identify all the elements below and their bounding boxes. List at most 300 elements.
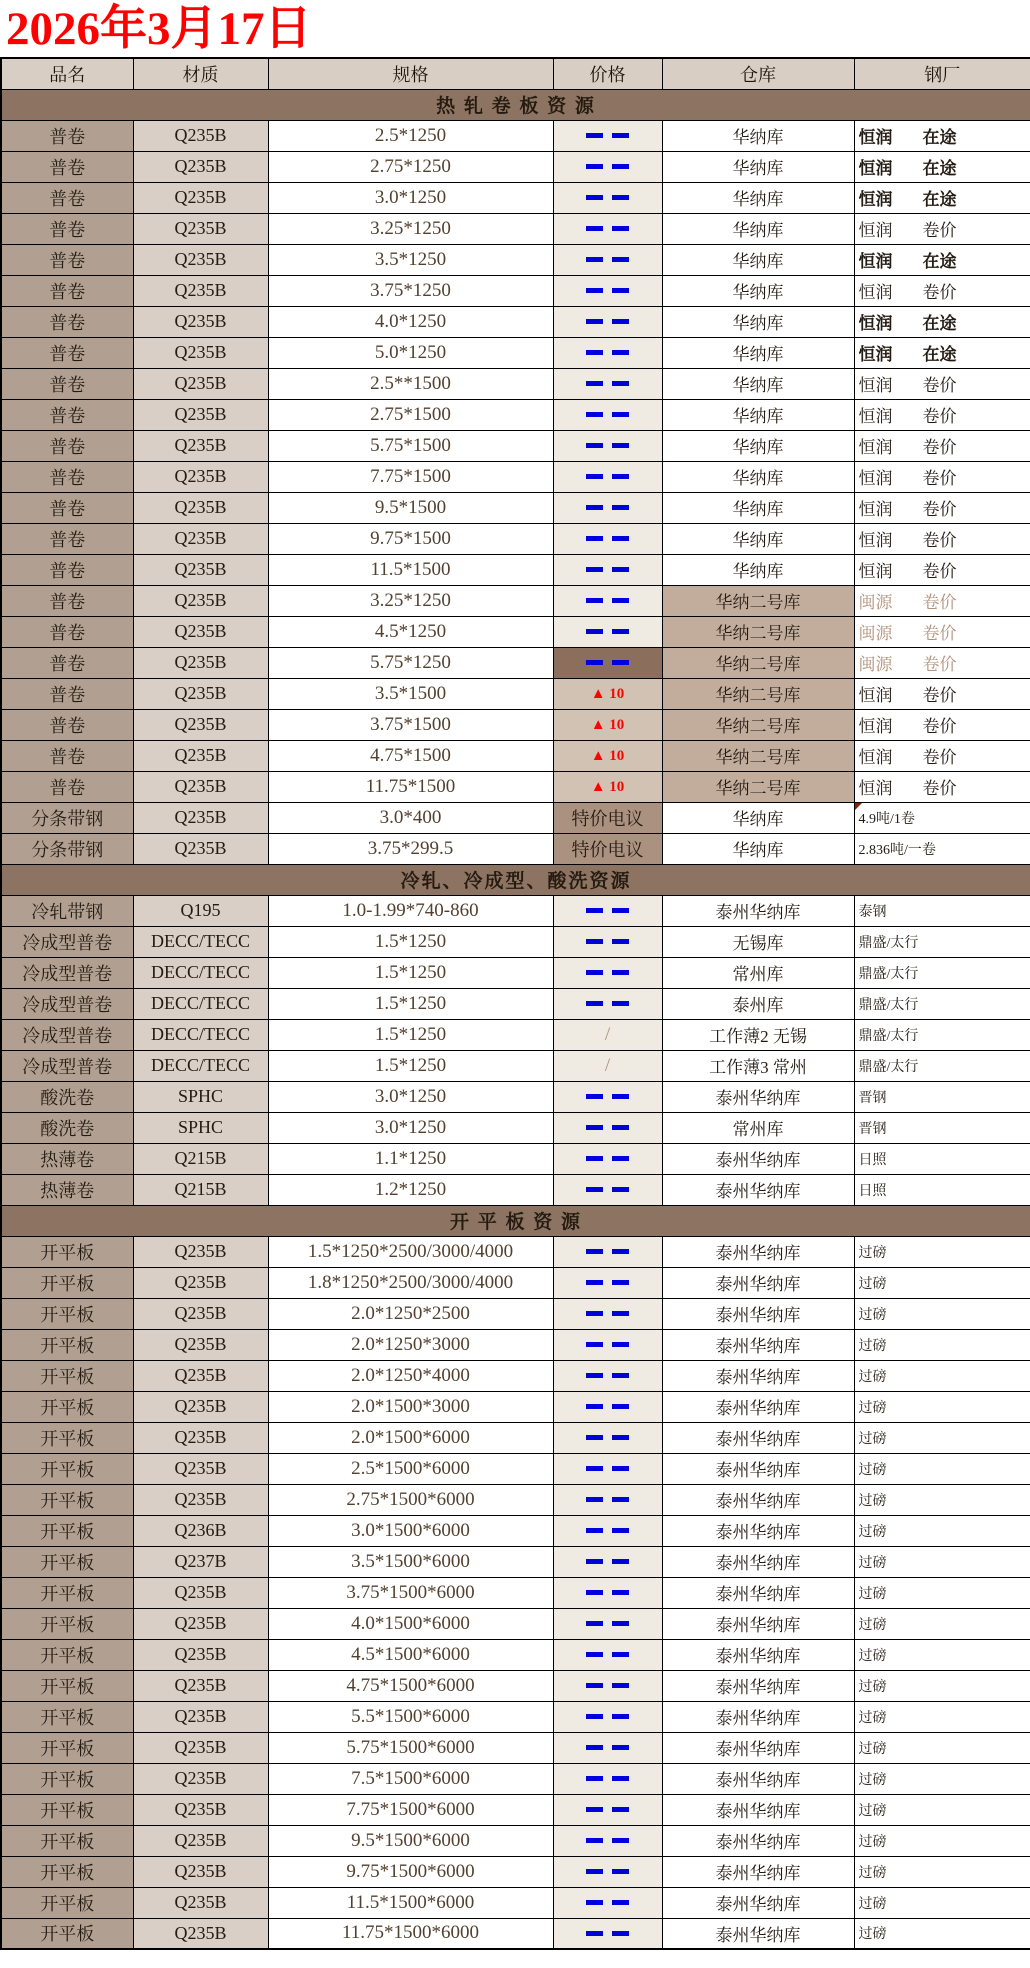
product-cell: 开平板: [1, 1732, 133, 1763]
price-up-label: ▲ 10: [590, 685, 625, 702]
no-price-dashes-icon: [586, 1931, 629, 1936]
table-row: [1, 1856, 1030, 1887]
column-header-mill: 钢厂: [854, 58, 1030, 89]
warehouse-cell: 泰州华纳库: [662, 1143, 854, 1174]
mill-part: 过磅: [858, 1400, 887, 1416]
price-cell: [553, 1050, 662, 1081]
warehouse-cell: 泰州库: [662, 988, 854, 1019]
material-cell: Q235B: [133, 1422, 268, 1453]
price-cell: [553, 182, 662, 213]
mill-part: 2.836吨/一卷: [858, 842, 936, 858]
warehouse-cell: 华纳二号库: [662, 616, 854, 647]
mill-cell: [854, 1298, 1030, 1329]
no-price-dashes-icon: [586, 474, 629, 479]
no-price-dashes-icon: [586, 1156, 629, 1161]
table-row: [1, 337, 1030, 368]
spec-cell: 2.0*1500*3000: [268, 1391, 553, 1422]
price-cell: [553, 1515, 662, 1546]
mill-cell: [854, 1236, 1030, 1267]
product-cell: 冷成型普卷: [1, 957, 133, 988]
product-cell: 热薄卷: [1, 1143, 133, 1174]
no-price-dashes-icon: [586, 288, 629, 293]
price-cell: [553, 337, 662, 368]
no-price-dashes-icon: [586, 1187, 629, 1192]
no-price-dashes-icon: [586, 1869, 629, 1874]
mill-part: 恒润: [858, 252, 893, 271]
price-cell: [553, 1360, 662, 1391]
table-row: [1, 1825, 1030, 1856]
spec-cell: 5.75*1500*6000: [268, 1732, 553, 1763]
mill-cell: [854, 740, 1030, 771]
warehouse-cell: 泰州华纳库: [662, 895, 854, 926]
warehouse-cell: 泰州华纳库: [662, 1763, 854, 1794]
mill-part: 过磅: [858, 1369, 887, 1385]
warehouse-cell: 华纳库: [662, 213, 854, 244]
product-cell: 普卷: [1, 244, 133, 275]
material-cell: Q235B: [133, 740, 268, 771]
price-cell: [553, 151, 662, 182]
mill-part: 恒润: [858, 531, 893, 550]
mill-cell: [854, 1050, 1030, 1081]
table-row: [1, 399, 1030, 430]
table-row: [1, 616, 1030, 647]
spec-cell: 2.75*1250: [268, 151, 553, 182]
table-row: [1, 647, 1030, 678]
warehouse-cell: 泰州华纳库: [662, 1918, 854, 1949]
price-cell: [553, 399, 662, 430]
mill-part: 恒润: [858, 221, 893, 240]
material-cell: Q235B: [133, 1887, 268, 1918]
mill-part: 过磅: [858, 1648, 887, 1664]
product-cell: 普卷: [1, 554, 133, 585]
mill-part: 过磅: [858, 1927, 887, 1943]
mill-cell: [854, 647, 1030, 678]
material-cell: Q235B: [133, 213, 268, 244]
no-price-dashes-icon: [586, 381, 629, 386]
mill-part: 在途: [922, 345, 957, 364]
material-cell: Q235B: [133, 1639, 268, 1670]
product-cell: 普卷: [1, 213, 133, 244]
table-row: [1, 1112, 1030, 1143]
mill-part: 恒润: [858, 438, 893, 457]
table-row: [1, 1298, 1030, 1329]
table-row: [1, 1329, 1030, 1360]
product-cell: 普卷: [1, 709, 133, 740]
mill-part: 恒润: [858, 469, 893, 488]
mill-cell: [854, 461, 1030, 492]
no-price-dashes-icon: [586, 1342, 629, 1347]
table-row: [1, 678, 1030, 709]
no-price-dashes-icon: [586, 567, 629, 572]
no-price-dashes-icon: [586, 1280, 629, 1285]
price-cell: [553, 1112, 662, 1143]
spec-cell: 2.0*1250*4000: [268, 1360, 553, 1391]
mill-cell: [854, 833, 1030, 864]
warehouse-cell: 泰州华纳库: [662, 1329, 854, 1360]
mill-part: 恒润: [858, 128, 893, 147]
warehouse-cell: 工作薄3 常州: [662, 1050, 854, 1081]
material-cell: Q235B: [133, 523, 268, 554]
mill-part: 鼎盛/太行: [858, 935, 919, 951]
product-cell: 开平板: [1, 1701, 133, 1732]
table-row: [1, 1701, 1030, 1732]
mill-cell: [854, 1701, 1030, 1732]
mill-part: 过磅: [858, 1245, 887, 1261]
material-cell: DECC/TECC: [133, 957, 268, 988]
price-cell: [553, 926, 662, 957]
price-label: 特价电议: [571, 839, 644, 860]
product-cell: 酸洗卷: [1, 1081, 133, 1112]
section-row: [1, 1205, 1030, 1236]
mill-cell: [854, 1360, 1030, 1391]
warehouse-cell: 泰州华纳库: [662, 1174, 854, 1205]
warehouse-cell: 常州库: [662, 957, 854, 988]
mill-part: 鼎盛/太行: [858, 966, 919, 982]
table-row: [1, 492, 1030, 523]
mill-part: 在途: [922, 252, 957, 271]
warehouse-cell: 华纳库: [662, 461, 854, 492]
material-cell: Q235B: [133, 1856, 268, 1887]
no-price-dashes-icon: [586, 1404, 629, 1409]
spec-cell: 7.75*1500*6000: [268, 1794, 553, 1825]
mill-cell: [854, 306, 1030, 337]
spec-cell: 1.5*1250: [268, 1019, 553, 1050]
warehouse-cell: 泰州华纳库: [662, 1608, 854, 1639]
product-cell: 普卷: [1, 771, 133, 802]
mill-part: 闽源: [858, 593, 893, 612]
mill-cell: [854, 492, 1030, 523]
warehouse-cell: 华纳库: [662, 275, 854, 306]
table-row: [1, 895, 1030, 926]
price-cell: [553, 957, 662, 988]
material-cell: Q215B: [133, 1174, 268, 1205]
warehouse-cell: 泰州华纳库: [662, 1515, 854, 1546]
steel-price-table: [0, 57, 1030, 1950]
mill-part: 卷价: [922, 376, 957, 395]
warehouse-cell: 华纳库: [662, 430, 854, 461]
material-cell: Q235B: [133, 771, 268, 802]
price-label: /: [604, 1023, 611, 1045]
warehouse-cell: 泰州华纳库: [662, 1701, 854, 1732]
price-cell: [553, 1019, 662, 1050]
price-label: 特价电议: [571, 808, 644, 829]
mill-cell: [854, 213, 1030, 244]
warehouse-cell: 华纳二号库: [662, 740, 854, 771]
spec-cell: 3.0*1500*6000: [268, 1515, 553, 1546]
mill-cell: [854, 585, 1030, 616]
no-price-dashes-icon: [586, 1683, 629, 1688]
no-price-dashes-icon: [586, 1590, 629, 1595]
warehouse-cell: 华纳库: [662, 306, 854, 337]
mill-part: 过磅: [858, 1524, 887, 1540]
price-cell: [553, 1577, 662, 1608]
material-cell: Q215B: [133, 1143, 268, 1174]
table-row: [1, 1081, 1030, 1112]
price-up-label: ▲ 10: [590, 747, 625, 764]
mill-part: 过磅: [858, 1896, 887, 1912]
mill-cell: [854, 957, 1030, 988]
material-cell: Q195: [133, 895, 268, 926]
product-cell: 分条带钢: [1, 802, 133, 833]
mill-part: 鼎盛/太行: [858, 1028, 919, 1044]
no-price-dashes-icon: [586, 629, 629, 634]
price-cell: [553, 585, 662, 616]
spec-cell: 11.5*1500*6000: [268, 1887, 553, 1918]
spec-cell: 3.75*1500*6000: [268, 1577, 553, 1608]
material-cell: Q235B: [133, 1360, 268, 1391]
material-cell: Q235B: [133, 647, 268, 678]
warehouse-cell: 华纳库: [662, 399, 854, 430]
mill-part: 卷价: [922, 717, 957, 736]
no-price-dashes-icon: [586, 505, 629, 510]
table-row: [1, 1143, 1030, 1174]
product-cell: 冷成型普卷: [1, 926, 133, 957]
product-cell: 开平板: [1, 1298, 133, 1329]
material-cell: SPHC: [133, 1081, 268, 1112]
price-cell: [553, 554, 662, 585]
spec-cell: 1.8*1250*2500/3000/4000: [268, 1267, 553, 1298]
table-row: [1, 1887, 1030, 1918]
table-row: [1, 771, 1030, 802]
table-row: [1, 1174, 1030, 1205]
mill-cell: [854, 1484, 1030, 1515]
material-cell: Q235B: [133, 1701, 268, 1732]
no-price-dashes-icon: [586, 1807, 629, 1812]
material-cell: Q235B: [133, 1608, 268, 1639]
spec-cell: 4.5*1250: [268, 616, 553, 647]
table-row: [1, 1546, 1030, 1577]
warehouse-cell: 华纳库: [662, 151, 854, 182]
mill-cell: [854, 244, 1030, 275]
mill-part: 恒润: [858, 748, 893, 767]
mill-part: 卷价: [922, 283, 957, 302]
mill-cell: [854, 368, 1030, 399]
mill-cell: [854, 1391, 1030, 1422]
product-cell: 普卷: [1, 647, 133, 678]
material-cell: Q235B: [133, 1484, 268, 1515]
mill-part: 卷价: [922, 531, 957, 550]
product-cell: 普卷: [1, 399, 133, 430]
table-row: [1, 120, 1030, 151]
table-row: [1, 306, 1030, 337]
warehouse-cell: 泰州华纳库: [662, 1639, 854, 1670]
mill-part: 在途: [922, 128, 957, 147]
product-cell: 开平板: [1, 1267, 133, 1298]
price-cell: [553, 647, 662, 678]
mill-part: 恒润: [858, 686, 893, 705]
no-price-dashes-icon: [586, 226, 629, 231]
mill-part: 闽源: [858, 624, 893, 643]
no-price-dashes-icon: [586, 908, 629, 913]
column-header-price: 价格: [553, 58, 662, 89]
product-cell: 普卷: [1, 523, 133, 554]
product-cell: 开平板: [1, 1794, 133, 1825]
section-row: [1, 89, 1030, 120]
mill-part: 恒润: [858, 376, 893, 395]
product-cell: 开平板: [1, 1670, 133, 1701]
material-cell: Q235B: [133, 492, 268, 523]
material-cell: Q235B: [133, 1763, 268, 1794]
product-cell: 开平板: [1, 1484, 133, 1515]
mill-cell: [854, 523, 1030, 554]
material-cell: DECC/TECC: [133, 1050, 268, 1081]
warehouse-cell: 常州库: [662, 1112, 854, 1143]
section-header: 热 轧 卷 板 资 源: [1, 89, 1030, 120]
spec-cell: 3.0*1250: [268, 182, 553, 213]
product-cell: 开平板: [1, 1608, 133, 1639]
spec-cell: 1.2*1250: [268, 1174, 553, 1205]
mill-cell: [854, 802, 1030, 833]
warehouse-cell: 无锡库: [662, 926, 854, 957]
warehouse-cell: 泰州华纳库: [662, 1825, 854, 1856]
mill-part: 卷价: [922, 686, 957, 705]
spec-cell: 9.75*1500: [268, 523, 553, 554]
corner-marker-icon: [855, 803, 862, 810]
material-cell: SPHC: [133, 1112, 268, 1143]
price-cell: [553, 213, 662, 244]
no-price-dashes-icon: [586, 195, 629, 200]
material-cell: Q235B: [133, 1732, 268, 1763]
material-cell: Q235B: [133, 616, 268, 647]
product-cell: 普卷: [1, 461, 133, 492]
table-row: [1, 182, 1030, 213]
product-cell: 开平板: [1, 1825, 133, 1856]
no-price-dashes-icon: [586, 1497, 629, 1502]
material-cell: DECC/TECC: [133, 988, 268, 1019]
mill-part: 过磅: [858, 1710, 887, 1726]
material-cell: Q235B: [133, 1453, 268, 1484]
warehouse-cell: 华纳库: [662, 802, 854, 833]
material-cell: Q235B: [133, 678, 268, 709]
warehouse-cell: 泰州华纳库: [662, 1732, 854, 1763]
spec-cell: 5.0*1250: [268, 337, 553, 368]
table-row: [1, 1639, 1030, 1670]
product-cell: 开平板: [1, 1639, 133, 1670]
mill-cell: [854, 1918, 1030, 1949]
product-cell: 普卷: [1, 492, 133, 523]
spec-cell: 1.5*1250*2500/3000/4000: [268, 1236, 553, 1267]
product-cell: 开平板: [1, 1577, 133, 1608]
price-cell: [553, 740, 662, 771]
table-row: [1, 957, 1030, 988]
table-row: [1, 709, 1030, 740]
price-cell: [553, 1236, 662, 1267]
mill-cell: [854, 1639, 1030, 1670]
price-cell: [553, 771, 662, 802]
table-row: [1, 1360, 1030, 1391]
price-cell: [553, 988, 662, 1019]
product-cell: 普卷: [1, 337, 133, 368]
no-price-dashes-icon: [586, 1838, 629, 1843]
spec-cell: 9.5*1500*6000: [268, 1825, 553, 1856]
no-price-dashes-icon: [586, 598, 629, 603]
price-cell: [553, 895, 662, 926]
price-cell: [553, 120, 662, 151]
product-cell: 分条带钢: [1, 833, 133, 864]
mill-part: 卷价: [922, 655, 957, 674]
material-cell: Q235B: [133, 709, 268, 740]
warehouse-cell: 泰州华纳库: [662, 1391, 854, 1422]
table-row: [1, 1918, 1030, 1949]
spec-cell: 3.75*1250: [268, 275, 553, 306]
warehouse-cell: 华纳库: [662, 492, 854, 523]
material-cell: Q235B: [133, 802, 268, 833]
table-row: [1, 1763, 1030, 1794]
mill-cell: [854, 182, 1030, 213]
warehouse-cell: 泰州华纳库: [662, 1236, 854, 1267]
table-row: [1, 1794, 1030, 1825]
mill-cell: [854, 1267, 1030, 1298]
product-cell: 普卷: [1, 430, 133, 461]
warehouse-cell: 泰州华纳库: [662, 1267, 854, 1298]
mill-part: 鼎盛/太行: [858, 997, 919, 1013]
material-cell: Q235B: [133, 1391, 268, 1422]
mill-cell: [854, 337, 1030, 368]
table-row: [1, 1019, 1030, 1050]
material-cell: Q235B: [133, 151, 268, 182]
no-price-dashes-icon: [586, 1776, 629, 1781]
mill-cell: [854, 1794, 1030, 1825]
material-cell: Q235B: [133, 399, 268, 430]
mill-cell: [854, 988, 1030, 1019]
table-row: [1, 1050, 1030, 1081]
no-price-dashes-icon: [586, 133, 629, 138]
mill-part: 过磅: [858, 1431, 887, 1447]
spec-cell: 2.5**1500: [268, 368, 553, 399]
table-row: [1, 1732, 1030, 1763]
product-cell: 普卷: [1, 306, 133, 337]
price-cell: [553, 1794, 662, 1825]
price-cell: [553, 1732, 662, 1763]
mill-part: 闽源: [858, 655, 893, 674]
price-cell: [553, 1081, 662, 1112]
no-price-dashes-icon: [586, 164, 629, 169]
mill-part: 过磅: [858, 1338, 887, 1354]
warehouse-cell: 华纳二号库: [662, 771, 854, 802]
material-cell: Q235B: [133, 337, 268, 368]
spec-cell: 3.0*1250: [268, 1081, 553, 1112]
mill-part: 恒润: [858, 779, 893, 798]
mill-part: 卷价: [922, 221, 957, 240]
product-cell: 开平板: [1, 1763, 133, 1794]
product-cell: 冷轧带钢: [1, 895, 133, 926]
table-row: [1, 1391, 1030, 1422]
mill-cell: [854, 1422, 1030, 1453]
table-row: [1, 740, 1030, 771]
mill-part: 卷价: [922, 562, 957, 581]
price-cell: [553, 461, 662, 492]
spec-cell: 4.5*1500*6000: [268, 1639, 553, 1670]
section-header: 冷轧、冷成型、酸洗资源: [1, 864, 1030, 895]
mill-cell: [854, 1608, 1030, 1639]
price-cell: [553, 802, 662, 833]
spec-cell: 2.75*1500*6000: [268, 1484, 553, 1515]
no-price-dashes-icon: [586, 1249, 629, 1254]
mill-part: 卷价: [922, 500, 957, 519]
no-price-dashes-icon: [586, 1094, 629, 1099]
mill-part: 4.9吨/1卷: [858, 811, 915, 827]
warehouse-cell: 泰州华纳库: [662, 1453, 854, 1484]
mill-cell: [854, 399, 1030, 430]
mill-part: 恒润: [858, 562, 893, 581]
no-price-dashes-icon: [586, 1466, 629, 1471]
mill-part: 恒润: [858, 345, 893, 364]
price-cell: [553, 368, 662, 399]
table-row: [1, 1608, 1030, 1639]
price-cell: [553, 1887, 662, 1918]
spec-cell: 4.0*1250: [268, 306, 553, 337]
material-cell: Q235B: [133, 1670, 268, 1701]
